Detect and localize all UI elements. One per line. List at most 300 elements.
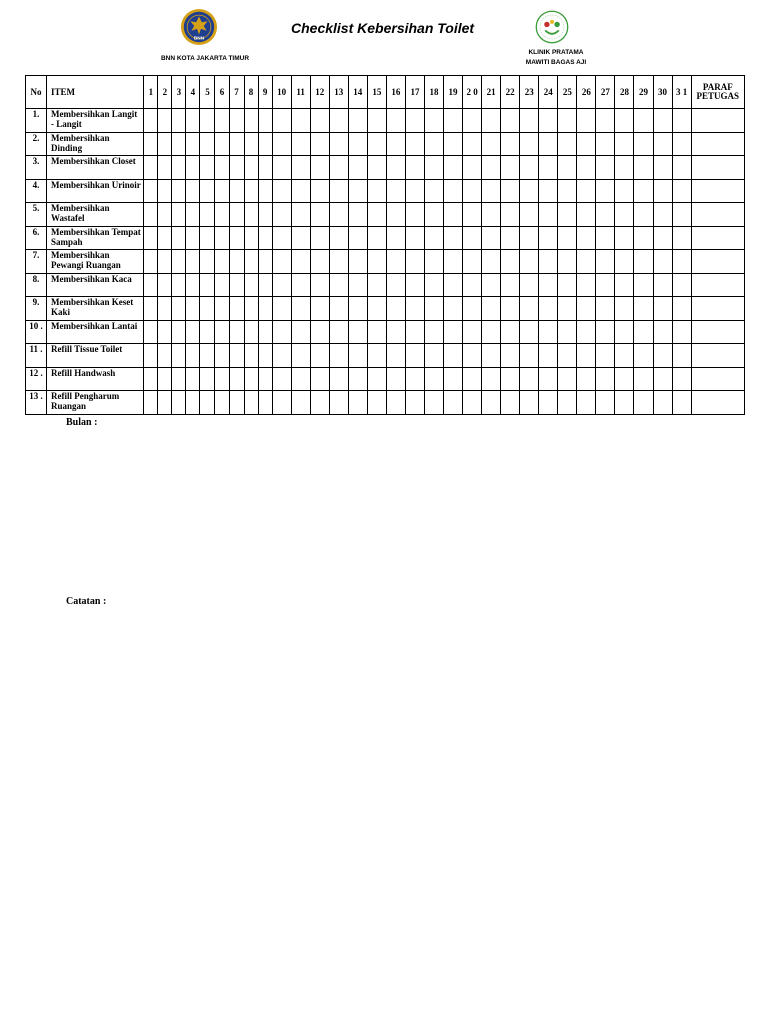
day-check-cell[interactable] [291, 132, 310, 156]
day-check-cell[interactable] [424, 367, 443, 391]
day-check-cell[interactable] [634, 367, 653, 391]
day-check-cell[interactable] [291, 320, 310, 344]
day-check-cell[interactable] [200, 273, 215, 297]
day-check-cell[interactable] [424, 250, 443, 274]
day-check-cell[interactable] [367, 297, 386, 321]
day-check-cell[interactable] [634, 391, 653, 415]
day-check-cell[interactable] [634, 109, 653, 133]
day-check-cell[interactable] [272, 367, 291, 391]
day-check-cell[interactable] [596, 320, 615, 344]
day-check-cell[interactable] [539, 226, 558, 250]
day-check-cell[interactable] [634, 132, 653, 156]
day-check-cell[interactable] [186, 226, 200, 250]
day-check-cell[interactable] [615, 203, 634, 227]
day-check-cell[interactable] [329, 226, 348, 250]
day-check-cell[interactable] [405, 250, 424, 274]
day-check-cell[interactable] [291, 203, 310, 227]
day-check-cell[interactable] [310, 391, 329, 415]
day-check-cell[interactable] [520, 344, 539, 368]
day-check-cell[interactable] [367, 109, 386, 133]
day-check-cell[interactable] [386, 203, 405, 227]
day-check-cell[interactable] [348, 179, 367, 203]
day-check-cell[interactable] [672, 344, 691, 368]
day-check-cell[interactable] [653, 203, 672, 227]
day-check-cell[interactable] [577, 344, 596, 368]
day-check-cell[interactable] [424, 203, 443, 227]
day-check-cell[interactable] [577, 273, 596, 297]
day-check-cell[interactable] [653, 109, 672, 133]
day-check-cell[interactable] [329, 179, 348, 203]
day-check-cell[interactable] [272, 179, 291, 203]
day-check-cell[interactable] [672, 226, 691, 250]
day-check-cell[interactable] [144, 297, 158, 321]
paraf-cell[interactable] [691, 179, 744, 203]
day-check-cell[interactable] [291, 367, 310, 391]
day-check-cell[interactable] [444, 367, 463, 391]
day-check-cell[interactable] [258, 226, 272, 250]
day-check-cell[interactable] [348, 226, 367, 250]
day-check-cell[interactable] [386, 297, 405, 321]
day-check-cell[interactable] [244, 250, 258, 274]
day-check-cell[interactable] [367, 391, 386, 415]
day-check-cell[interactable] [482, 226, 501, 250]
day-check-cell[interactable] [539, 250, 558, 274]
day-check-cell[interactable] [386, 156, 405, 180]
day-check-cell[interactable] [186, 250, 200, 274]
day-check-cell[interactable] [215, 109, 229, 133]
day-check-cell[interactable] [215, 273, 229, 297]
day-check-cell[interactable] [577, 367, 596, 391]
day-check-cell[interactable] [386, 320, 405, 344]
day-check-cell[interactable] [329, 391, 348, 415]
day-check-cell[interactable] [172, 109, 186, 133]
day-check-cell[interactable] [367, 132, 386, 156]
day-check-cell[interactable] [615, 367, 634, 391]
day-check-cell[interactable] [258, 132, 272, 156]
day-check-cell[interactable] [405, 203, 424, 227]
day-check-cell[interactable] [463, 109, 482, 133]
day-check-cell[interactable] [329, 156, 348, 180]
day-check-cell[interactable] [444, 320, 463, 344]
day-check-cell[interactable] [558, 226, 577, 250]
day-check-cell[interactable] [615, 179, 634, 203]
day-check-cell[interactable] [596, 297, 615, 321]
day-check-cell[interactable] [310, 179, 329, 203]
day-check-cell[interactable] [329, 344, 348, 368]
day-check-cell[interactable] [144, 226, 158, 250]
day-check-cell[interactable] [272, 273, 291, 297]
day-check-cell[interactable] [367, 179, 386, 203]
paraf-cell[interactable] [691, 109, 744, 133]
day-check-cell[interactable] [172, 273, 186, 297]
day-check-cell[interactable] [215, 391, 229, 415]
day-check-cell[interactable] [215, 226, 229, 250]
day-check-cell[interactable] [348, 203, 367, 227]
day-check-cell[interactable] [463, 179, 482, 203]
day-check-cell[interactable] [291, 297, 310, 321]
day-check-cell[interactable] [577, 297, 596, 321]
day-check-cell[interactable] [596, 156, 615, 180]
day-check-cell[interactable] [615, 391, 634, 415]
day-check-cell[interactable] [144, 344, 158, 368]
day-check-cell[interactable] [272, 250, 291, 274]
paraf-cell[interactable] [691, 320, 744, 344]
day-check-cell[interactable] [244, 132, 258, 156]
paraf-cell[interactable] [691, 250, 744, 274]
day-check-cell[interactable] [200, 320, 215, 344]
day-check-cell[interactable] [172, 367, 186, 391]
day-check-cell[interactable] [539, 320, 558, 344]
day-check-cell[interactable] [310, 297, 329, 321]
day-check-cell[interactable] [244, 391, 258, 415]
day-check-cell[interactable] [634, 250, 653, 274]
day-check-cell[interactable] [482, 179, 501, 203]
day-check-cell[interactable] [653, 250, 672, 274]
day-check-cell[interactable] [367, 250, 386, 274]
day-check-cell[interactable] [501, 226, 520, 250]
day-check-cell[interactable] [444, 273, 463, 297]
day-check-cell[interactable] [463, 273, 482, 297]
day-check-cell[interactable] [229, 109, 244, 133]
day-check-cell[interactable] [463, 320, 482, 344]
day-check-cell[interactable] [367, 344, 386, 368]
day-check-cell[interactable] [158, 203, 172, 227]
day-check-cell[interactable] [386, 391, 405, 415]
day-check-cell[interactable] [672, 367, 691, 391]
day-check-cell[interactable] [424, 156, 443, 180]
day-check-cell[interactable] [634, 203, 653, 227]
day-check-cell[interactable] [172, 320, 186, 344]
day-check-cell[interactable] [244, 297, 258, 321]
day-check-cell[interactable] [144, 109, 158, 133]
day-check-cell[interactable] [310, 156, 329, 180]
day-check-cell[interactable] [615, 344, 634, 368]
day-check-cell[interactable] [634, 226, 653, 250]
day-check-cell[interactable] [186, 132, 200, 156]
day-check-cell[interactable] [272, 156, 291, 180]
day-check-cell[interactable] [653, 297, 672, 321]
day-check-cell[interactable] [215, 320, 229, 344]
day-check-cell[interactable] [444, 391, 463, 415]
day-check-cell[interactable] [258, 391, 272, 415]
day-check-cell[interactable] [158, 109, 172, 133]
day-check-cell[interactable] [158, 391, 172, 415]
day-check-cell[interactable] [172, 226, 186, 250]
day-check-cell[interactable] [520, 226, 539, 250]
day-check-cell[interactable] [348, 273, 367, 297]
day-check-cell[interactable] [244, 179, 258, 203]
day-check-cell[interactable] [310, 273, 329, 297]
day-check-cell[interactable] [144, 320, 158, 344]
day-check-cell[interactable] [158, 273, 172, 297]
day-check-cell[interactable] [424, 179, 443, 203]
day-check-cell[interactable] [229, 297, 244, 321]
day-check-cell[interactable] [615, 250, 634, 274]
day-check-cell[interactable] [539, 344, 558, 368]
day-check-cell[interactable] [577, 109, 596, 133]
day-check-cell[interactable] [386, 344, 405, 368]
day-check-cell[interactable] [348, 250, 367, 274]
day-check-cell[interactable] [672, 297, 691, 321]
day-check-cell[interactable] [186, 203, 200, 227]
day-check-cell[interactable] [291, 179, 310, 203]
day-check-cell[interactable] [596, 203, 615, 227]
day-check-cell[interactable] [501, 203, 520, 227]
day-check-cell[interactable] [501, 156, 520, 180]
day-check-cell[interactable] [501, 250, 520, 274]
day-check-cell[interactable] [558, 203, 577, 227]
day-check-cell[interactable] [615, 156, 634, 180]
day-check-cell[interactable] [444, 132, 463, 156]
day-check-cell[interactable] [310, 344, 329, 368]
day-check-cell[interactable] [539, 179, 558, 203]
day-check-cell[interactable] [386, 250, 405, 274]
day-check-cell[interactable] [367, 320, 386, 344]
day-check-cell[interactable] [482, 132, 501, 156]
day-check-cell[interactable] [501, 367, 520, 391]
day-check-cell[interactable] [653, 273, 672, 297]
paraf-cell[interactable] [691, 132, 744, 156]
day-check-cell[interactable] [634, 156, 653, 180]
day-check-cell[interactable] [444, 226, 463, 250]
day-check-cell[interactable] [653, 156, 672, 180]
day-check-cell[interactable] [158, 320, 172, 344]
day-check-cell[interactable] [405, 297, 424, 321]
day-check-cell[interactable] [258, 320, 272, 344]
day-check-cell[interactable] [172, 391, 186, 415]
day-check-cell[interactable] [258, 297, 272, 321]
day-check-cell[interactable] [329, 320, 348, 344]
day-check-cell[interactable] [424, 132, 443, 156]
day-check-cell[interactable] [482, 344, 501, 368]
day-check-cell[interactable] [186, 156, 200, 180]
day-check-cell[interactable] [244, 273, 258, 297]
day-check-cell[interactable] [200, 297, 215, 321]
day-check-cell[interactable] [186, 367, 200, 391]
day-check-cell[interactable] [558, 250, 577, 274]
day-check-cell[interactable] [482, 109, 501, 133]
day-check-cell[interactable] [272, 391, 291, 415]
day-check-cell[interactable] [424, 273, 443, 297]
day-check-cell[interactable] [291, 344, 310, 368]
day-check-cell[interactable] [596, 391, 615, 415]
day-check-cell[interactable] [158, 344, 172, 368]
day-check-cell[interactable] [444, 156, 463, 180]
day-check-cell[interactable] [172, 344, 186, 368]
day-check-cell[interactable] [405, 320, 424, 344]
day-check-cell[interactable] [348, 344, 367, 368]
day-check-cell[interactable] [348, 320, 367, 344]
day-check-cell[interactable] [424, 109, 443, 133]
day-check-cell[interactable] [558, 179, 577, 203]
day-check-cell[interactable] [596, 132, 615, 156]
day-check-cell[interactable] [653, 320, 672, 344]
day-check-cell[interactable] [272, 132, 291, 156]
day-check-cell[interactable] [291, 391, 310, 415]
day-check-cell[interactable] [558, 391, 577, 415]
day-check-cell[interactable] [215, 203, 229, 227]
day-check-cell[interactable] [520, 273, 539, 297]
day-check-cell[interactable] [329, 250, 348, 274]
day-check-cell[interactable] [229, 367, 244, 391]
day-check-cell[interactable] [229, 250, 244, 274]
day-check-cell[interactable] [539, 273, 558, 297]
day-check-cell[interactable] [200, 156, 215, 180]
day-check-cell[interactable] [258, 109, 272, 133]
day-check-cell[interactable] [310, 226, 329, 250]
day-check-cell[interactable] [367, 203, 386, 227]
day-check-cell[interactable] [577, 203, 596, 227]
day-check-cell[interactable] [310, 109, 329, 133]
day-check-cell[interactable] [444, 203, 463, 227]
day-check-cell[interactable] [258, 344, 272, 368]
day-check-cell[interactable] [348, 367, 367, 391]
day-check-cell[interactable] [405, 367, 424, 391]
day-check-cell[interactable] [482, 250, 501, 274]
day-check-cell[interactable] [258, 179, 272, 203]
day-check-cell[interactable] [291, 250, 310, 274]
day-check-cell[interactable] [672, 250, 691, 274]
day-check-cell[interactable] [653, 132, 672, 156]
day-check-cell[interactable] [186, 320, 200, 344]
day-check-cell[interactable] [501, 320, 520, 344]
day-check-cell[interactable] [348, 109, 367, 133]
day-check-cell[interactable] [386, 109, 405, 133]
day-check-cell[interactable] [158, 250, 172, 274]
day-check-cell[interactable] [444, 179, 463, 203]
day-check-cell[interactable] [405, 109, 424, 133]
day-check-cell[interactable] [520, 250, 539, 274]
paraf-cell[interactable] [691, 297, 744, 321]
day-check-cell[interactable] [577, 320, 596, 344]
day-check-cell[interactable] [539, 297, 558, 321]
day-check-cell[interactable] [520, 297, 539, 321]
day-check-cell[interactable] [229, 156, 244, 180]
day-check-cell[interactable] [258, 367, 272, 391]
day-check-cell[interactable] [482, 367, 501, 391]
day-check-cell[interactable] [172, 156, 186, 180]
day-check-cell[interactable] [577, 156, 596, 180]
day-check-cell[interactable] [558, 109, 577, 133]
day-check-cell[interactable] [348, 297, 367, 321]
day-check-cell[interactable] [634, 344, 653, 368]
day-check-cell[interactable] [596, 109, 615, 133]
day-check-cell[interactable] [424, 320, 443, 344]
day-check-cell[interactable] [444, 250, 463, 274]
day-check-cell[interactable] [272, 320, 291, 344]
day-check-cell[interactable] [501, 297, 520, 321]
day-check-cell[interactable] [615, 273, 634, 297]
day-check-cell[interactable] [520, 203, 539, 227]
day-check-cell[interactable] [596, 226, 615, 250]
day-check-cell[interactable] [520, 109, 539, 133]
day-check-cell[interactable] [244, 320, 258, 344]
day-check-cell[interactable] [348, 132, 367, 156]
day-check-cell[interactable] [258, 250, 272, 274]
day-check-cell[interactable] [539, 367, 558, 391]
day-check-cell[interactable] [229, 391, 244, 415]
day-check-cell[interactable] [539, 156, 558, 180]
day-check-cell[interactable] [520, 320, 539, 344]
day-check-cell[interactable] [482, 203, 501, 227]
day-check-cell[interactable] [558, 297, 577, 321]
day-check-cell[interactable] [144, 132, 158, 156]
day-check-cell[interactable] [539, 203, 558, 227]
day-check-cell[interactable] [405, 273, 424, 297]
day-check-cell[interactable] [310, 250, 329, 274]
day-check-cell[interactable] [539, 391, 558, 415]
day-check-cell[interactable] [144, 179, 158, 203]
day-check-cell[interactable] [310, 203, 329, 227]
day-check-cell[interactable] [405, 156, 424, 180]
day-check-cell[interactable] [272, 226, 291, 250]
day-check-cell[interactable] [520, 391, 539, 415]
day-check-cell[interactable] [577, 391, 596, 415]
day-check-cell[interactable] [386, 367, 405, 391]
day-check-cell[interactable] [558, 320, 577, 344]
day-check-cell[interactable] [158, 179, 172, 203]
day-check-cell[interactable] [653, 344, 672, 368]
day-check-cell[interactable] [229, 226, 244, 250]
day-check-cell[interactable] [424, 344, 443, 368]
day-check-cell[interactable] [291, 156, 310, 180]
day-check-cell[interactable] [615, 132, 634, 156]
day-check-cell[interactable] [144, 203, 158, 227]
day-check-cell[interactable] [200, 179, 215, 203]
paraf-cell[interactable] [691, 156, 744, 180]
day-check-cell[interactable] [596, 179, 615, 203]
day-check-cell[interactable] [200, 109, 215, 133]
day-check-cell[interactable] [444, 297, 463, 321]
day-check-cell[interactable] [520, 156, 539, 180]
day-check-cell[interactable] [405, 344, 424, 368]
day-check-cell[interactable] [463, 391, 482, 415]
day-check-cell[interactable] [215, 344, 229, 368]
day-check-cell[interactable] [482, 391, 501, 415]
day-check-cell[interactable] [200, 132, 215, 156]
day-check-cell[interactable] [272, 109, 291, 133]
paraf-cell[interactable] [691, 367, 744, 391]
day-check-cell[interactable] [520, 132, 539, 156]
day-check-cell[interactable] [229, 320, 244, 344]
day-check-cell[interactable] [172, 297, 186, 321]
day-check-cell[interactable] [367, 226, 386, 250]
day-check-cell[interactable] [482, 156, 501, 180]
day-check-cell[interactable] [215, 250, 229, 274]
day-check-cell[interactable] [186, 391, 200, 415]
day-check-cell[interactable] [405, 179, 424, 203]
day-check-cell[interactable] [463, 250, 482, 274]
day-check-cell[interactable] [482, 320, 501, 344]
day-check-cell[interactable] [310, 132, 329, 156]
day-check-cell[interactable] [501, 109, 520, 133]
day-check-cell[interactable] [144, 156, 158, 180]
day-check-cell[interactable] [200, 226, 215, 250]
day-check-cell[interactable] [172, 179, 186, 203]
day-check-cell[interactable] [405, 132, 424, 156]
day-check-cell[interactable] [244, 344, 258, 368]
day-check-cell[interactable] [329, 367, 348, 391]
day-check-cell[interactable] [329, 109, 348, 133]
day-check-cell[interactable] [424, 297, 443, 321]
day-check-cell[interactable] [463, 226, 482, 250]
day-check-cell[interactable] [172, 132, 186, 156]
day-check-cell[interactable] [501, 179, 520, 203]
day-check-cell[interactable] [482, 297, 501, 321]
day-check-cell[interactable] [653, 226, 672, 250]
day-check-cell[interactable] [367, 367, 386, 391]
day-check-cell[interactable] [144, 367, 158, 391]
